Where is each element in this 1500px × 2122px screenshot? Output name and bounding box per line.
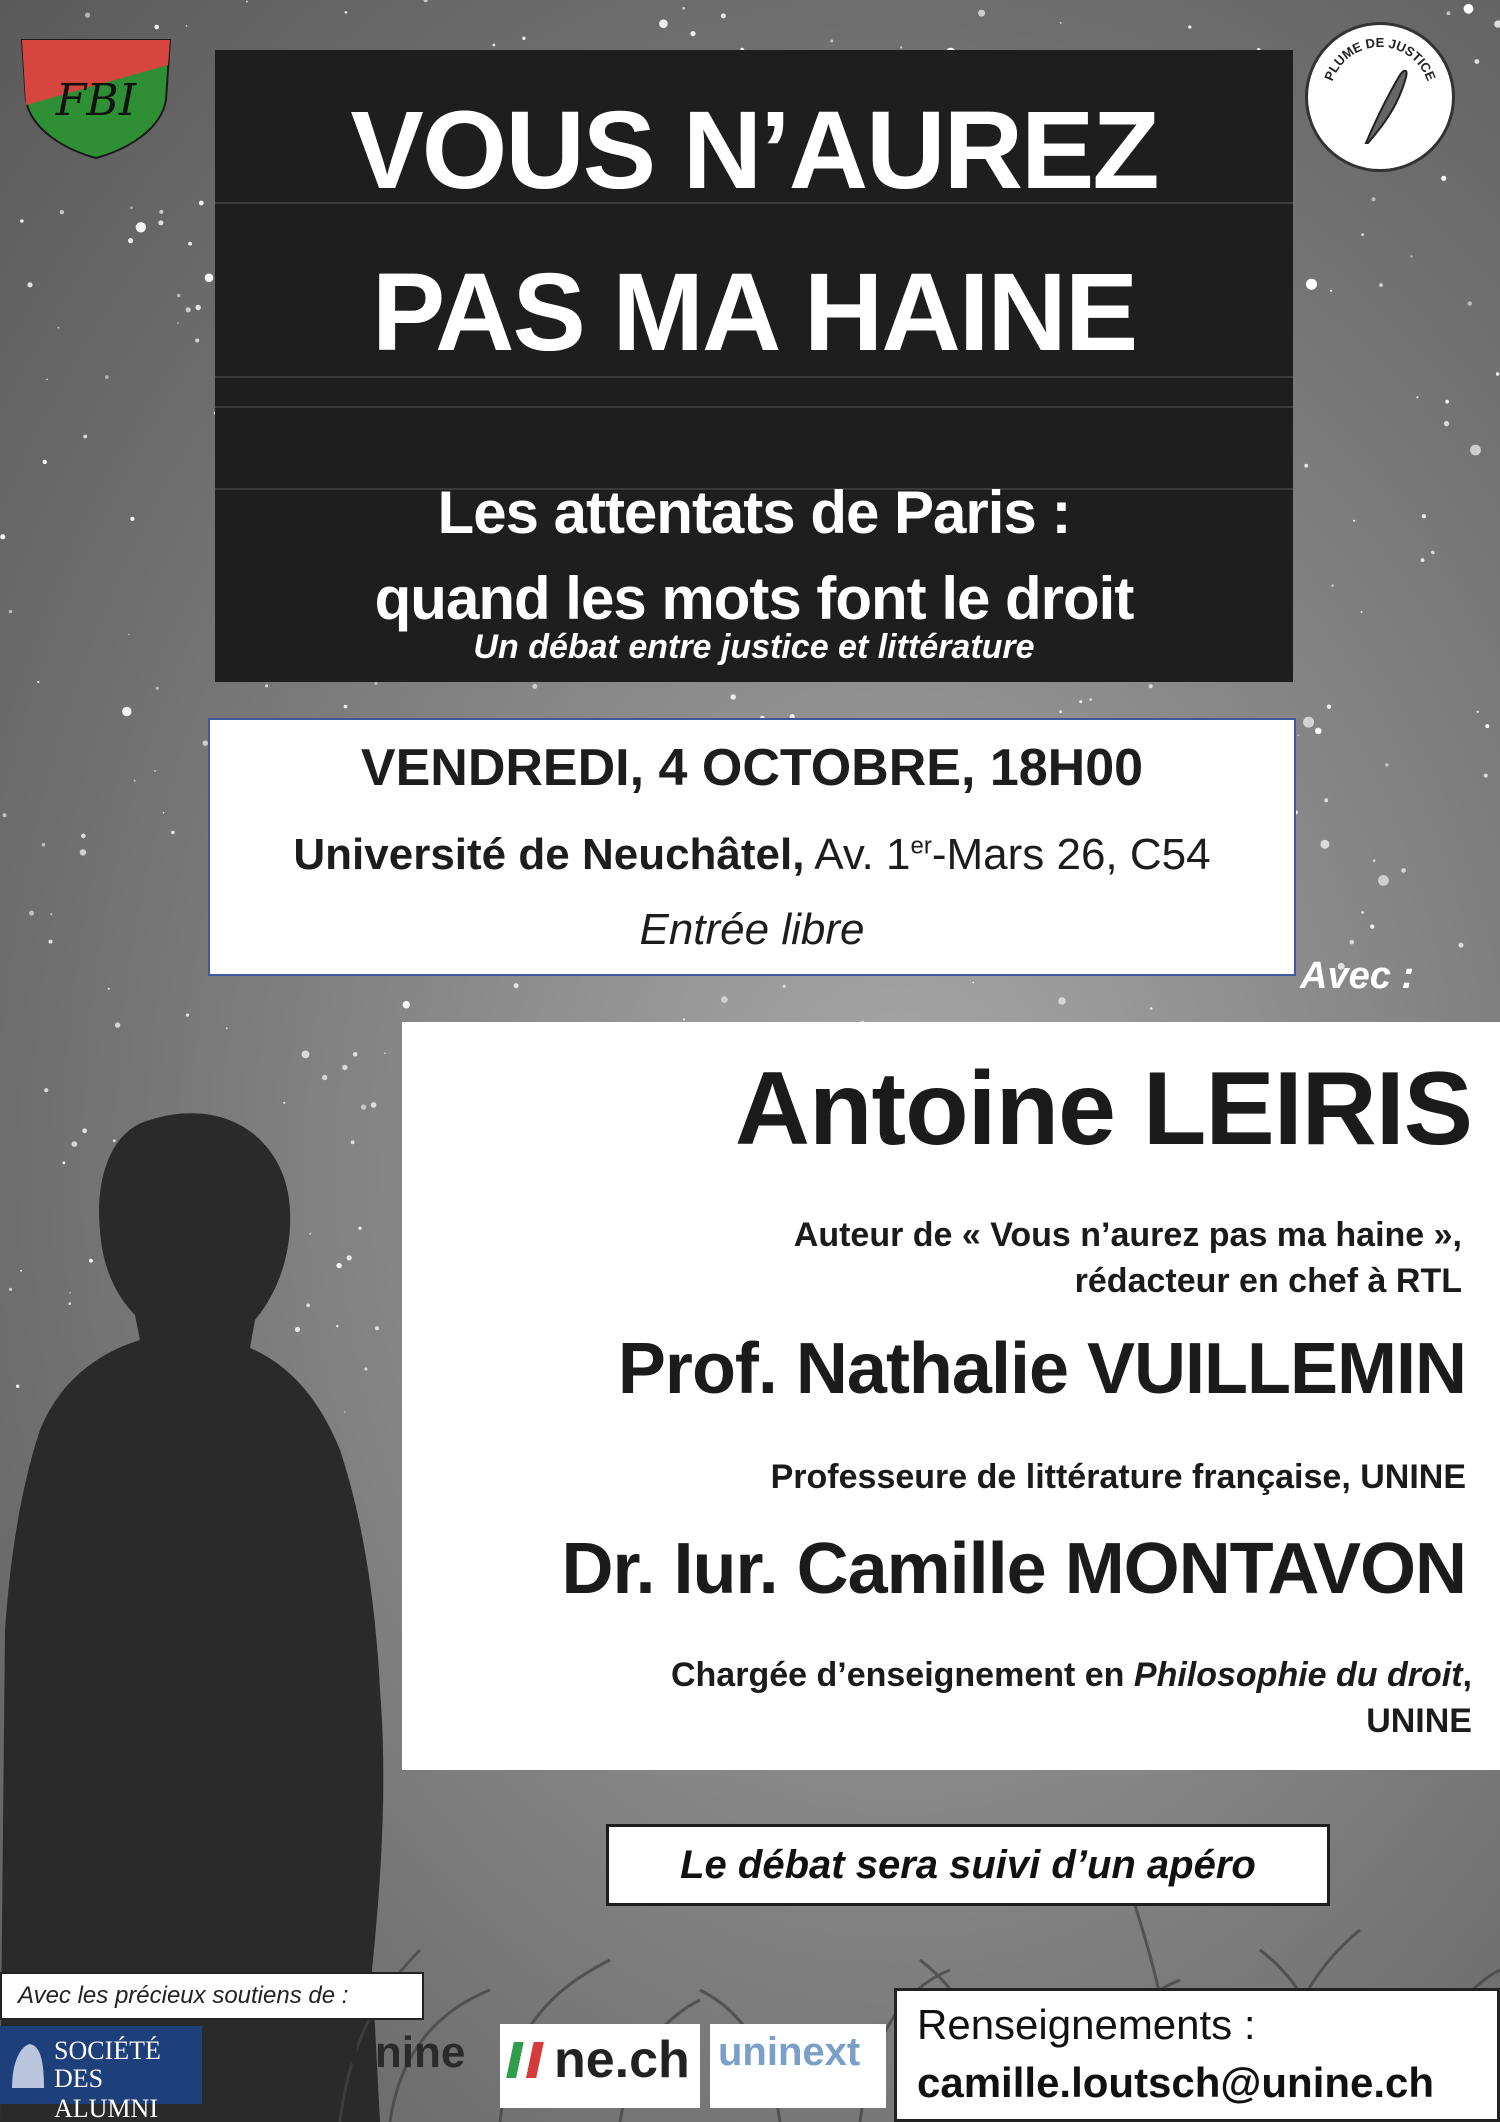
star [130, 517, 134, 521]
subtitle-line-2: quand les mots font le droit [374, 565, 1134, 632]
star [115, 1022, 120, 1027]
star [900, 46, 902, 48]
star [522, 37, 525, 40]
svg-text:FBI: FBI [55, 75, 137, 126]
star [1058, 997, 1066, 1005]
event-title [215, 70, 1293, 394]
star [302, 1051, 310, 1059]
star [177, 322, 179, 324]
star [1320, 840, 1329, 849]
star [1484, 774, 1488, 778]
star [1331, 584, 1334, 587]
contact-email-link[interactable]: camille.loutsch@unine.ch [917, 2059, 1435, 2106]
star [384, 1052, 386, 1054]
star [978, 10, 985, 17]
star [171, 831, 175, 835]
star [659, 19, 668, 28]
event-subtitle [215, 470, 1293, 642]
venue-address-post: -Mars 26, C54 [931, 830, 1211, 879]
star [20, 219, 24, 223]
logo-unine-2: unine [348, 2028, 466, 2077]
star [27, 282, 32, 287]
star [177, 294, 181, 298]
star [1361, 233, 1364, 236]
star [375, 682, 378, 685]
star [128, 634, 130, 636]
star [130, 206, 133, 209]
event-tagline: Un débat entre justice et littérature [473, 628, 1035, 666]
star [42, 843, 46, 847]
star [205, 274, 214, 283]
logo-uninext [710, 2024, 886, 2108]
star [9, 610, 12, 613]
star [163, 812, 165, 814]
ne-ch-text: ne.ch [554, 2031, 690, 2089]
star [1371, 197, 1375, 201]
star [1306, 279, 1317, 290]
star [721, 996, 728, 1003]
star [265, 684, 268, 687]
star [1089, 698, 1092, 701]
star [186, 307, 191, 312]
star [158, 220, 163, 225]
star [1361, 911, 1364, 914]
star [1477, 711, 1479, 713]
star [195, 339, 199, 343]
star [972, 982, 974, 984]
star [49, 940, 53, 944]
star [532, 684, 537, 689]
star [1361, 611, 1363, 613]
speaker-3-role-line-2: UNINE [1366, 1702, 1472, 1740]
star [1315, 728, 1322, 735]
date-venue-box [208, 718, 1296, 976]
star [1149, 684, 1153, 688]
title-line-2: PAS MA HAINE [371, 251, 1137, 374]
star [1378, 875, 1389, 886]
star [1330, 290, 1332, 292]
star [1324, 798, 1328, 802]
apero-note: Le débat sera suivi d’un apéro [606, 1824, 1330, 1906]
sponsors-label: Avec les précieux soutiens de : [0, 1972, 424, 2020]
svg-text:PLUME DE JUSTICE: PLUME DE JUSTICE [1321, 34, 1439, 83]
star [186, 1014, 189, 1017]
star [128, 238, 133, 243]
star [493, 44, 496, 47]
star [1373, 859, 1376, 862]
star [83, 435, 87, 439]
star [1496, 372, 1499, 375]
venue-address-pre: Av. 1 [804, 830, 911, 879]
star [1431, 551, 1435, 555]
star [134, 780, 136, 782]
star [85, 13, 90, 18]
event-venue [210, 830, 1294, 880]
alumni-helmet-icon [8, 2038, 48, 2094]
star [1416, 396, 1418, 398]
star [159, 210, 163, 214]
star [1385, 763, 1388, 766]
star [1485, 724, 1489, 728]
star [1475, 59, 1480, 64]
star [1441, 176, 1446, 181]
star [50, 913, 52, 915]
contact-label: Renseignements : [917, 2001, 1256, 2048]
star [108, 988, 110, 990]
speaker-2-role: Professeure de littérature française, UNINE [770, 1458, 1466, 1496]
star [344, 705, 348, 709]
star [353, 1052, 358, 1057]
star [0, 534, 5, 539]
star [1410, 255, 1412, 257]
star [3, 813, 7, 817]
entry-info: Entrée libre [639, 905, 865, 954]
star [1370, 925, 1374, 929]
star [514, 983, 519, 988]
star [246, 1, 248, 3]
speaker-1-role [794, 1212, 1462, 1304]
star [682, 7, 685, 10]
star [43, 460, 47, 464]
star [186, 25, 188, 27]
speaker-1-role-line-1: Auteur de « Vous n’aurez pas ma haine », [793, 1216, 1462, 1254]
star [154, 770, 156, 772]
logo-ne-ch [500, 2024, 700, 2108]
star [1079, 700, 1082, 703]
star [1059, 710, 1062, 713]
star [345, 11, 348, 14]
star [1494, 20, 1500, 27]
star [122, 707, 131, 716]
speakers-box [402, 1022, 1500, 1770]
speaker-3-role [671, 1652, 1472, 1744]
star [37, 681, 39, 683]
star [1421, 558, 1425, 562]
star [1353, 520, 1355, 522]
star [1350, 940, 1355, 945]
star [226, 1027, 228, 1029]
star [1379, 283, 1383, 287]
event-date: VENDREDI, 4 OCTOBRE, 18H00 [360, 739, 1144, 797]
star [1188, 25, 1191, 28]
star [683, 1019, 685, 1021]
title-block [215, 50, 1293, 682]
plume-de-justice-badge [1305, 22, 1455, 172]
star [403, 1001, 410, 1008]
star [29, 911, 34, 916]
title-line-1: VOUS N’AUREZ [350, 89, 1158, 212]
speaker-1-name: Antoine LEIRIS [734, 1051, 1472, 1167]
star [136, 222, 146, 232]
star [1445, 400, 1449, 404]
alumni-line-1: SOCIÉTÉ [54, 2036, 161, 2065]
star [188, 242, 192, 246]
star [80, 849, 86, 855]
speaker-3-role-post: , [1462, 1656, 1472, 1694]
speaker-3-role-line-1 [671, 1652, 1472, 1698]
venue-name: Université de Neuchâtel, [293, 830, 805, 879]
star [1303, 717, 1314, 728]
star [721, 13, 726, 18]
star [60, 210, 64, 214]
star [783, 985, 786, 988]
star [199, 201, 204, 206]
shield-logo [16, 30, 176, 160]
uninext-text: uninext [718, 2030, 861, 2074]
logo-unine-1: unine [214, 2033, 337, 2085]
star [830, 40, 833, 43]
star [156, 687, 159, 690]
star [1327, 705, 1331, 709]
star [690, 31, 695, 36]
avec-label: Avec : [1300, 955, 1415, 997]
star [731, 694, 736, 699]
speaker-2-name: Prof. Nathalie VUILLEMIN [617, 1329, 1466, 1409]
star [424, 0, 428, 2]
speaker-3-role-pre: Chargée d’enseignement en [670, 1656, 1134, 1694]
star [342, 1065, 347, 1070]
speaker-1-role-line-2: rédacteur en chef à RTL [1074, 1262, 1462, 1300]
star [154, 25, 159, 30]
contact-box [894, 1988, 1500, 2122]
star [1459, 943, 1464, 948]
star [1060, 22, 1062, 24]
star [1401, 868, 1406, 873]
ne-ch-flag-icon [506, 2042, 544, 2078]
venue-address-sup: er [910, 832, 932, 860]
star [1150, 1007, 1153, 1010]
speaker-3-name: Dr. Iur. Camille MONTAVON [561, 1529, 1466, 1609]
star [1470, 445, 1481, 456]
star [322, 1075, 327, 1080]
logo-alumni [0, 2026, 202, 2122]
star [1304, 464, 1308, 468]
star [58, 327, 60, 329]
star [1422, 514, 1426, 518]
star [105, 375, 109, 379]
star [46, 379, 48, 381]
alumni-line-2: DES ALUMNI [54, 2064, 158, 2122]
star [196, 305, 201, 310]
speaker-3-role-italic: Philosophie du droit [1133, 1656, 1463, 1694]
subtitle-line-1: Les attentats de Paris : [437, 479, 1071, 546]
star [1468, 301, 1472, 305]
feather-icon [1308, 25, 1452, 169]
star [1298, 735, 1300, 737]
star [1447, 11, 1451, 15]
star [1444, 421, 1449, 426]
star [81, 834, 86, 839]
star [1464, 4, 1474, 14]
